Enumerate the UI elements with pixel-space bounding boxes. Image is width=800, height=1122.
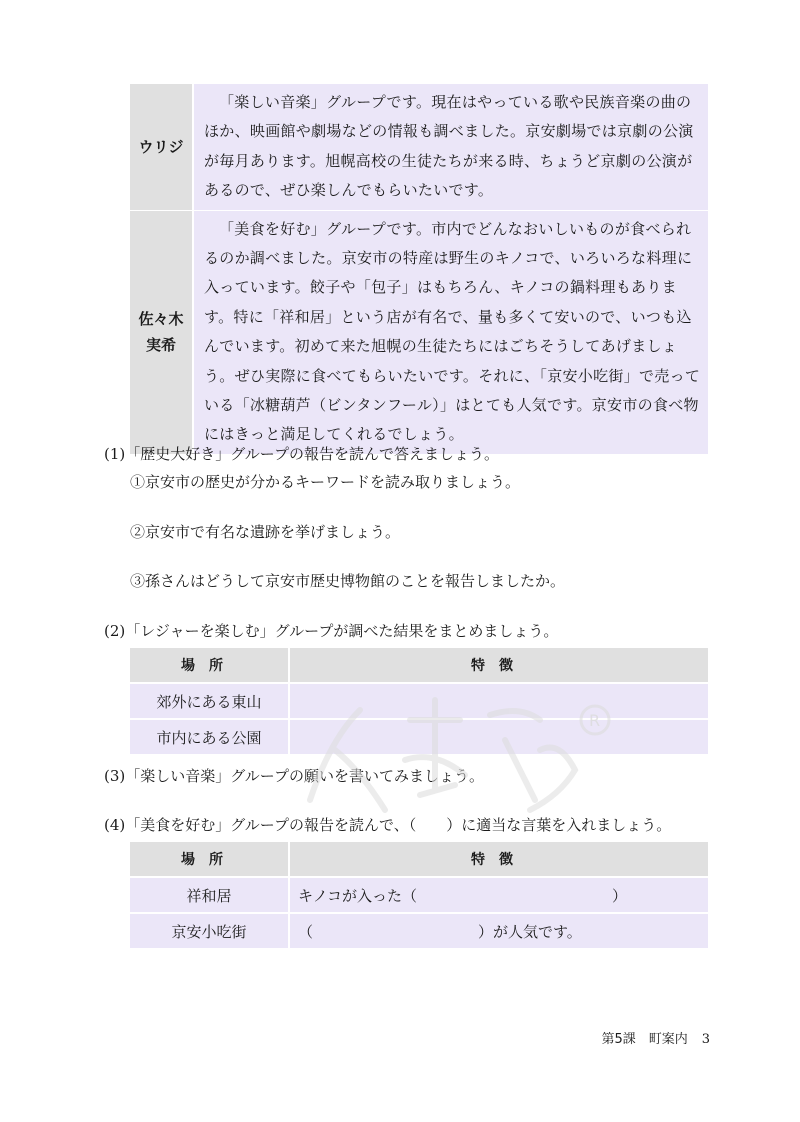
feature-blank-cell[interactable]: （ ）が人気です。	[289, 913, 708, 948]
report-table	[130, 84, 708, 455]
table-row	[130, 913, 708, 948]
question-1-sub-1: ①京安市の歴史が分かるキーワードを読み取りましょう。	[130, 473, 521, 491]
question-2: (2)「レジャーを楽しむ」グループが調べた結果をまとめましょう。	[104, 622, 559, 640]
page-number: 3	[701, 1032, 710, 1047]
reporter-name	[130, 210, 193, 454]
reporter-name-line: 佐々木	[138, 310, 184, 329]
place-cell: 京安小吃街	[130, 913, 289, 948]
question-1-sub-3: ③孫さんはどうして京安市歴史博物館のことを報告しましたか。	[130, 572, 566, 590]
place-cell: 郊外にある東山	[130, 683, 289, 719]
report-row	[130, 210, 708, 454]
feature-answer-cell[interactable]	[289, 719, 708, 754]
feature-blank-cell[interactable]: キノコが入った（ ）	[289, 877, 708, 913]
header-feature: 特徴	[289, 842, 708, 877]
report-row	[130, 84, 708, 210]
report-text: 「楽しい音楽」グループです。現在はやっている歌や民族音楽の曲のほか、映画館や劇場などの情報も調べました。京安劇場では京劇の公演が毎月あります。旭幌高校の生徒たちが来る時、ちょうど京劇の公演があるので、ぜひ楽しんでもらいたいです。	[193, 84, 708, 210]
reporter-name-line: ウリジ	[138, 137, 184, 156]
header-place: 場所	[130, 842, 289, 877]
header-place: 場所	[130, 648, 289, 683]
question-1-sub-2: ②京安市で有名な遺跡を挙げましょう。	[130, 523, 401, 541]
table-row	[130, 719, 708, 754]
svg-text:R: R	[589, 711, 601, 730]
reporter-name-line: 実希	[145, 336, 176, 355]
question-4: (4)「美食を好む」グループの報告を読んで、（ ）に適当な言葉を入れましょう。	[104, 816, 672, 834]
report-text: 「美食を好む」グループです。市内でどんなおいしいものが食べられるのか調べました。京安市の特産は野生のキノコで、いろいろな料理に入っています。餃子や「包子」はもちろん、キノコの鍋料理もあります。特に「祥和居」という店が有名で、量も多くて安いので、いつも込んでいます。初めて来た旭幌の生徒たちにはごちそうしてあげましょう。ぜひ実際に食べてもらいたいです。それに、「京安小吃街」で売っている「冰糖葫芦（ビンタンフール）」はとても人気です。京安市の食べ物にはきっと満足してくれるでしょう。	[193, 210, 708, 454]
page-footer	[601, 1028, 710, 1047]
question-1: (1)「歴史大好き」グループの報告を読んで答えましょう。	[104, 445, 500, 463]
table-row	[130, 877, 708, 913]
lesson-title: 第5課 町案内	[601, 1032, 688, 1047]
feature-answer-cell[interactable]	[289, 683, 708, 719]
question-3: (3)「楽しい音楽」グループの願いを書いてみましょう。	[104, 767, 485, 785]
table-row	[130, 683, 708, 719]
reporter-name	[130, 84, 193, 210]
table-header-row	[130, 648, 708, 683]
leisure-table	[130, 648, 708, 754]
table-header-row	[130, 842, 708, 877]
header-feature: 特徴	[289, 648, 708, 683]
food-table	[130, 842, 708, 948]
place-cell: 祥和居	[130, 877, 289, 913]
place-cell: 市内にある公園	[130, 719, 289, 754]
